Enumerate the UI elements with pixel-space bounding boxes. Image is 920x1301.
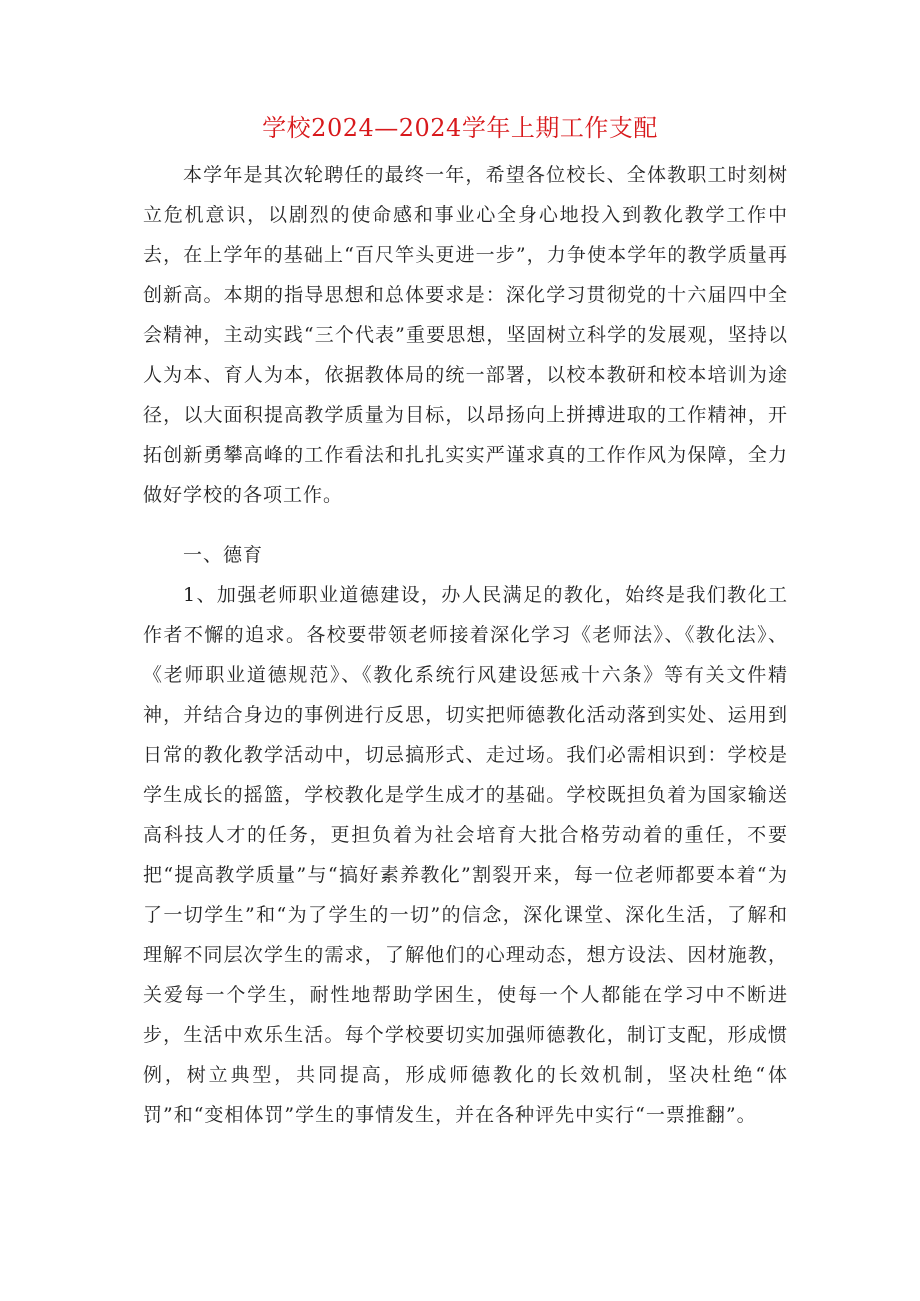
section-heading-moral-education: 一、德育 [183,544,264,566]
moral-education-paragraph-1: 1、加强老师职业道德建设，办人民满足的教化，始终是我们教化工作者不懈的追求。各校要带领老师接着深化学习《老师法》、《教化法》、《老师职业道德规范》、《教化系统行风建设惩戒十六条》等有关文件精神，并结合身边的事例进行反思，切实把师德教化活动落到实处、运用到日常的教化教学活动中，切忌搞形式、走过场。我们必需相识到：学校是学生成长的摇篮，学校教化是学生成才的基础。学校既担负着为国家输送高科技人才的任务，更担负着为社会培育大批合格劳动着的重任，不要把“提高教学质量”与“搞好素养教化”割裂开来，每一位老师都要本着“为了一切学生”和“为了学生的一切”的信念，深化课堂、深化生活，了解和理解不同层次学生的需求，了解他们的心理动态，想方设法、因材施教，关爱每一个学生，耐性地帮助学困生，使每一个人都能在学习中不断进步，生活中欢乐生活。每个学校要切实加强师德教化，制订支配，形成惯例，树立典型，共同提高，形成师德教化的长效机制，坚决杜绝“体罚”和“变相体罚”学生的事情发生，并在各种评先中实行“一票推翻”。 [143,584,788,1126]
document-title: 学校2024—2024学年上期工作支配 [262,114,658,142]
intro-paragraph: 本学年是其次轮聘任的最终一年，希望各位校长、全体教职工时刻树立危机意识，以剧烈的使命感和事业心全身心地投入到教化教学工作中去，在上学年的基础上“百尺竿头更进一步”，力争使本学年的教学质量再创新高。本期的指导思想和总体要求是：深化学习贯彻党的十六届四中全会精神，主动实践“三个代表”重要思想，坚固树立科学的发展观，坚持以人为本、育人为本，依据教体局的统一部署，以校本教研和校本培训为途径，以大面积提高教学质量为目标，以昂扬向上拼搏进取的工作精神，开拓创新勇攀高峰的工作看法和扎扎实实严谨求真的工作作风为保障，全力做好学校的各项工作。 [143,164,788,506]
